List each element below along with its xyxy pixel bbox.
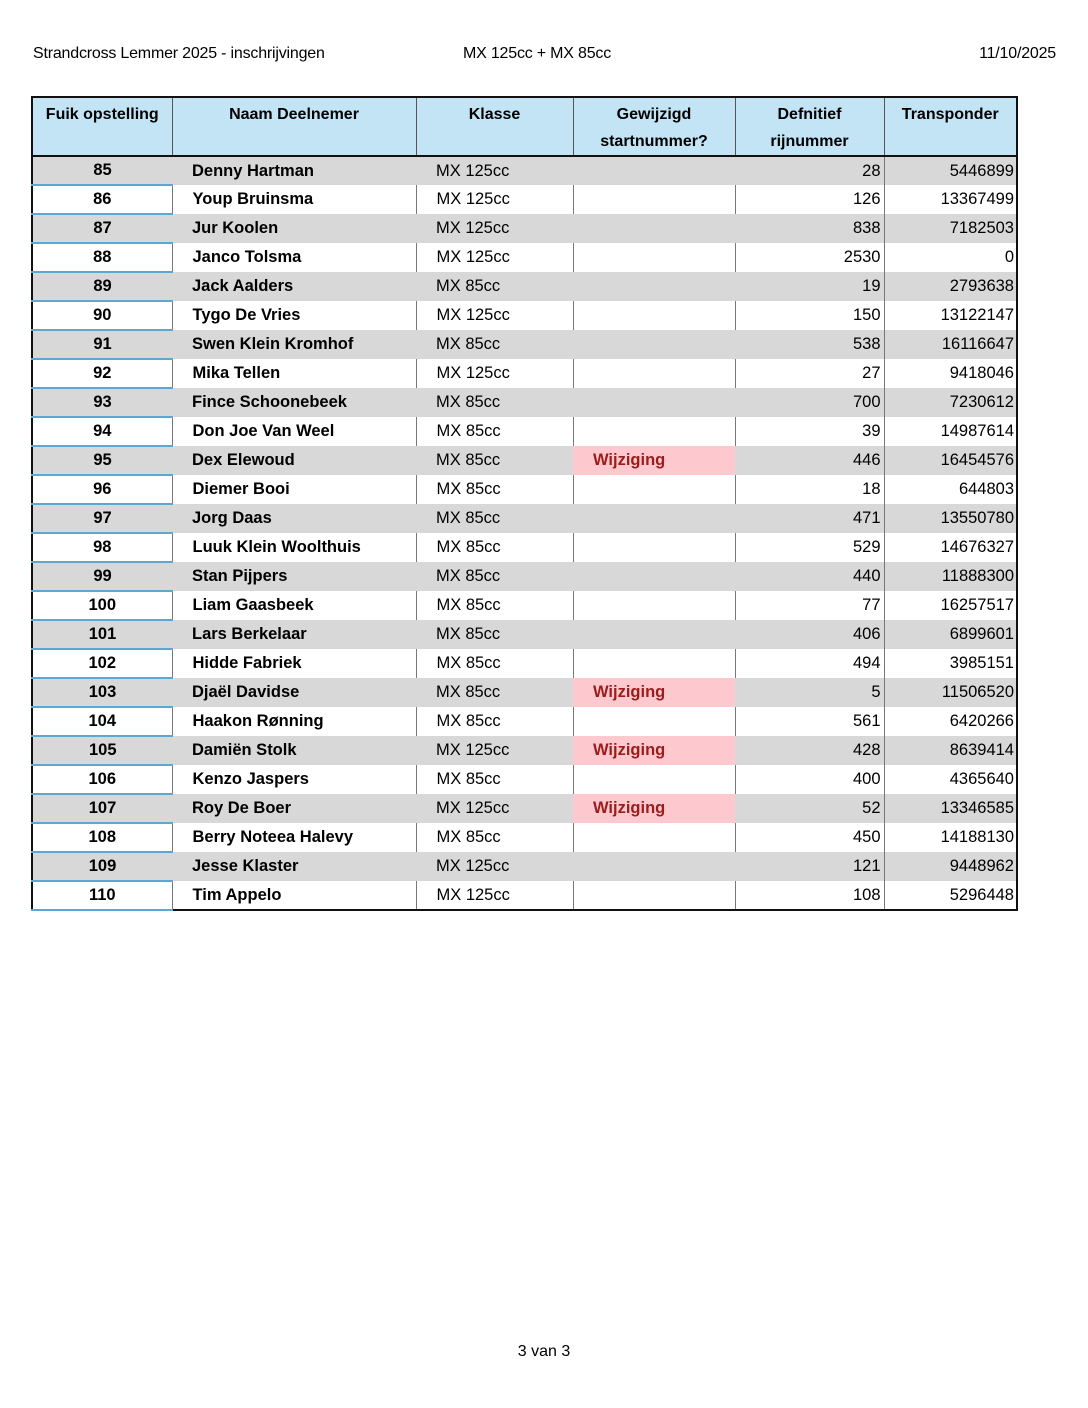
- rider-number-cell: 700: [735, 388, 884, 417]
- class-cell: MX 125cc: [416, 214, 573, 243]
- table-row: [32, 301, 1017, 330]
- table-row: [32, 446, 1017, 475]
- table-header-row: [32, 97, 1017, 156]
- rider-number-cell: 150: [735, 301, 884, 330]
- fuik-cell: 101: [32, 620, 172, 649]
- transponder-cell: 6899601: [884, 620, 1017, 649]
- fuik-cell: 96: [32, 475, 172, 504]
- name-cell: Haakon Rønning: [172, 707, 416, 736]
- changed-cell: Wijziging: [573, 678, 735, 707]
- transponder-cell: 5296448: [884, 881, 1017, 910]
- rider-number-cell: 27: [735, 359, 884, 388]
- table-row: [32, 156, 1017, 185]
- name-cell: Kenzo Jaspers: [172, 765, 416, 794]
- changed-cell: [573, 243, 735, 272]
- name-cell: Tim Appelo: [172, 881, 416, 910]
- transponder-cell: 13367499: [884, 185, 1017, 214]
- fuik-cell: 105: [32, 736, 172, 765]
- fuik-cell: 89: [32, 272, 172, 301]
- table-body: [32, 156, 1017, 910]
- table-row: [32, 562, 1017, 591]
- name-cell: Stan Pijpers: [172, 562, 416, 591]
- rider-number-cell: 5: [735, 678, 884, 707]
- class-cell: MX 125cc: [416, 736, 573, 765]
- table-row: [32, 736, 1017, 765]
- column-header-klasse: Klasse: [416, 97, 573, 156]
- name-cell: Fince Schoonebeek: [172, 388, 416, 417]
- name-cell: Denny Hartman: [172, 156, 416, 185]
- fuik-cell: 87: [32, 214, 172, 243]
- changed-cell: Wijziging: [573, 794, 735, 823]
- fuik-cell: 97: [32, 504, 172, 533]
- changed-cell: [573, 562, 735, 591]
- name-cell: Roy De Boer: [172, 794, 416, 823]
- name-cell: Luuk Klein Woolthuis: [172, 533, 416, 562]
- name-cell: Djaël Davidse: [172, 678, 416, 707]
- table-row: [32, 504, 1017, 533]
- rider-number-cell: 561: [735, 707, 884, 736]
- name-cell: Tygo De Vries: [172, 301, 416, 330]
- table-row: [32, 852, 1017, 881]
- class-cell: MX 125cc: [416, 156, 573, 185]
- transponder-cell: 4365640: [884, 765, 1017, 794]
- table-row: [32, 881, 1017, 910]
- changed-cell: [573, 330, 735, 359]
- changed-cell: [573, 359, 735, 388]
- class-cell: MX 125cc: [416, 881, 573, 910]
- transponder-cell: 644803: [884, 475, 1017, 504]
- transponder-cell: 3985151: [884, 649, 1017, 678]
- table-row: [32, 533, 1017, 562]
- class-cell: MX 125cc: [416, 301, 573, 330]
- name-cell: Diemer Booi: [172, 475, 416, 504]
- name-cell: Liam Gaasbeek: [172, 591, 416, 620]
- rider-number-cell: 494: [735, 649, 884, 678]
- rider-number-cell: 126: [735, 185, 884, 214]
- fuik-cell: 104: [32, 707, 172, 736]
- changed-cell: [573, 533, 735, 562]
- fuik-cell: 102: [32, 649, 172, 678]
- fuik-cell: 91: [32, 330, 172, 359]
- class-cell: MX 85cc: [416, 678, 573, 707]
- name-cell: Janco Tolsma: [172, 243, 416, 272]
- rider-number-cell: 28: [735, 156, 884, 185]
- changed-cell: [573, 301, 735, 330]
- transponder-cell: 9418046: [884, 359, 1017, 388]
- column-header-transponder: Transponder: [884, 97, 1017, 156]
- fuik-cell: 86: [32, 185, 172, 214]
- changed-cell: [573, 475, 735, 504]
- class-cell: MX 125cc: [416, 359, 573, 388]
- class-cell: MX 85cc: [416, 504, 573, 533]
- rider-number-cell: 538: [735, 330, 884, 359]
- table-row: [32, 591, 1017, 620]
- changed-cell: [573, 620, 735, 649]
- rider-number-cell: 440: [735, 562, 884, 591]
- transponder-cell: 14188130: [884, 823, 1017, 852]
- rider-number-cell: 450: [735, 823, 884, 852]
- changed-cell: Wijziging: [573, 736, 735, 765]
- class-cell: MX 85cc: [416, 649, 573, 678]
- table-row: [32, 707, 1017, 736]
- class-cell: MX 85cc: [416, 620, 573, 649]
- fuik-cell: 110: [32, 881, 172, 910]
- class-cell: MX 125cc: [416, 243, 573, 272]
- changed-cell: [573, 504, 735, 533]
- class-cell: MX 85cc: [416, 272, 573, 301]
- fuik-cell: 106: [32, 765, 172, 794]
- changed-cell: [573, 765, 735, 794]
- changed-cell: Wijziging: [573, 446, 735, 475]
- table-row: [32, 417, 1017, 446]
- name-cell: Jorg Daas: [172, 504, 416, 533]
- changed-cell: [573, 388, 735, 417]
- rider-number-cell: 406: [735, 620, 884, 649]
- registrations-table: [31, 96, 1018, 911]
- table-row: [32, 823, 1017, 852]
- transponder-cell: 16116647: [884, 330, 1017, 359]
- class-cell: MX 85cc: [416, 475, 573, 504]
- transponder-cell: 13346585: [884, 794, 1017, 823]
- transponder-cell: 11888300: [884, 562, 1017, 591]
- table-row: [32, 214, 1017, 243]
- fuik-cell: 88: [32, 243, 172, 272]
- table-row: [32, 185, 1017, 214]
- class-cell: MX 125cc: [416, 185, 573, 214]
- changed-cell: [573, 881, 735, 910]
- name-cell: Swen Klein Kromhof: [172, 330, 416, 359]
- name-cell: Mika Tellen: [172, 359, 416, 388]
- table-row: [32, 243, 1017, 272]
- fuik-cell: 99: [32, 562, 172, 591]
- changed-cell: [573, 156, 735, 185]
- page-number: 3 van 3: [517, 1343, 571, 1360]
- fuik-cell: 90: [32, 301, 172, 330]
- table-row: [32, 620, 1017, 649]
- column-header-naam: Naam Deelnemer: [172, 97, 416, 156]
- rider-number-cell: 838: [735, 214, 884, 243]
- fuik-cell: 109: [32, 852, 172, 881]
- fuik-cell: 108: [32, 823, 172, 852]
- transponder-cell: 13122147: [884, 301, 1017, 330]
- document-date: 11/10/2025: [979, 45, 1056, 62]
- changed-cell: [573, 185, 735, 214]
- class-cell: MX 85cc: [416, 533, 573, 562]
- rider-number-cell: 52: [735, 794, 884, 823]
- class-cell: MX 85cc: [416, 823, 573, 852]
- fuik-cell: 95: [32, 446, 172, 475]
- transponder-cell: 7182503: [884, 214, 1017, 243]
- name-cell: Berry Noteea Halevy: [172, 823, 416, 852]
- transponder-cell: 0: [884, 243, 1017, 272]
- rider-number-cell: 529: [735, 533, 884, 562]
- changed-cell: [573, 591, 735, 620]
- changed-cell: [573, 823, 735, 852]
- rider-number-cell: 77: [735, 591, 884, 620]
- name-cell: Jur Koolen: [172, 214, 416, 243]
- transponder-cell: 11506520: [884, 678, 1017, 707]
- class-cell: MX 85cc: [416, 417, 573, 446]
- fuik-cell: 92: [32, 359, 172, 388]
- fuik-cell: 103: [32, 678, 172, 707]
- changed-cell: [573, 214, 735, 243]
- column-header-fuik: Fuik opstelling: [32, 97, 172, 156]
- fuik-cell: 107: [32, 794, 172, 823]
- transponder-cell: 14676327: [884, 533, 1017, 562]
- rider-number-cell: 39: [735, 417, 884, 446]
- changed-cell: [573, 649, 735, 678]
- table-row: [32, 272, 1017, 301]
- rider-number-cell: 19: [735, 272, 884, 301]
- rider-number-cell: 446: [735, 446, 884, 475]
- table-row: [32, 330, 1017, 359]
- changed-cell: [573, 417, 735, 446]
- transponder-cell: 16257517: [884, 591, 1017, 620]
- table-row: [32, 794, 1017, 823]
- rider-number-cell: 400: [735, 765, 884, 794]
- name-cell: Jesse Klaster: [172, 852, 416, 881]
- transponder-cell: 6420266: [884, 707, 1017, 736]
- name-cell: Damiën Stolk: [172, 736, 416, 765]
- transponder-cell: 7230612: [884, 388, 1017, 417]
- transponder-cell: 5446899: [884, 156, 1017, 185]
- changed-cell: [573, 707, 735, 736]
- rider-number-cell: 18: [735, 475, 884, 504]
- name-cell: Jack Aalders: [172, 272, 416, 301]
- fuik-cell: 100: [32, 591, 172, 620]
- fuik-cell: 93: [32, 388, 172, 417]
- class-subtitle: MX 125cc + MX 85cc: [463, 45, 612, 62]
- rider-number-cell: 2530: [735, 243, 884, 272]
- rider-number-cell: 428: [735, 736, 884, 765]
- fuik-cell: 94: [32, 417, 172, 446]
- table-row: [32, 359, 1017, 388]
- changed-cell: [573, 852, 735, 881]
- class-cell: MX 85cc: [416, 330, 573, 359]
- name-cell: Don Joe Van Weel: [172, 417, 416, 446]
- name-cell: Youp Bruinsma: [172, 185, 416, 214]
- name-cell: Dex Elewoud: [172, 446, 416, 475]
- rider-number-cell: 108: [735, 881, 884, 910]
- class-cell: MX 85cc: [416, 562, 573, 591]
- class-cell: MX 85cc: [416, 707, 573, 736]
- rider-number-cell: 121: [735, 852, 884, 881]
- rider-number-cell: 471: [735, 504, 884, 533]
- table-row: [32, 475, 1017, 504]
- transponder-cell: 9448962: [884, 852, 1017, 881]
- class-cell: MX 85cc: [416, 446, 573, 475]
- transponder-cell: 8639414: [884, 736, 1017, 765]
- fuik-cell: 85: [32, 156, 172, 185]
- changed-cell: [573, 272, 735, 301]
- document-title: Strandcross Lemmer 2025 - inschrijvingen: [33, 45, 325, 62]
- transponder-cell: 16454576: [884, 446, 1017, 475]
- class-cell: MX 125cc: [416, 852, 573, 881]
- class-cell: MX 85cc: [416, 591, 573, 620]
- column-header-gewijzigd: Gewijzigd startnummer?: [573, 97, 735, 156]
- class-cell: MX 125cc: [416, 794, 573, 823]
- table-row: [32, 388, 1017, 417]
- class-cell: MX 85cc: [416, 765, 573, 794]
- fuik-cell: 98: [32, 533, 172, 562]
- transponder-cell: 2793638: [884, 272, 1017, 301]
- name-cell: Hidde Fabriek: [172, 649, 416, 678]
- table-row: [32, 765, 1017, 794]
- table-row: [32, 678, 1017, 707]
- transponder-cell: 13550780: [884, 504, 1017, 533]
- column-header-rijnummer: Defnitief rijnummer: [735, 97, 884, 156]
- transponder-cell: 14987614: [884, 417, 1017, 446]
- class-cell: MX 85cc: [416, 388, 573, 417]
- name-cell: Lars Berkelaar: [172, 620, 416, 649]
- table-row: [32, 649, 1017, 678]
